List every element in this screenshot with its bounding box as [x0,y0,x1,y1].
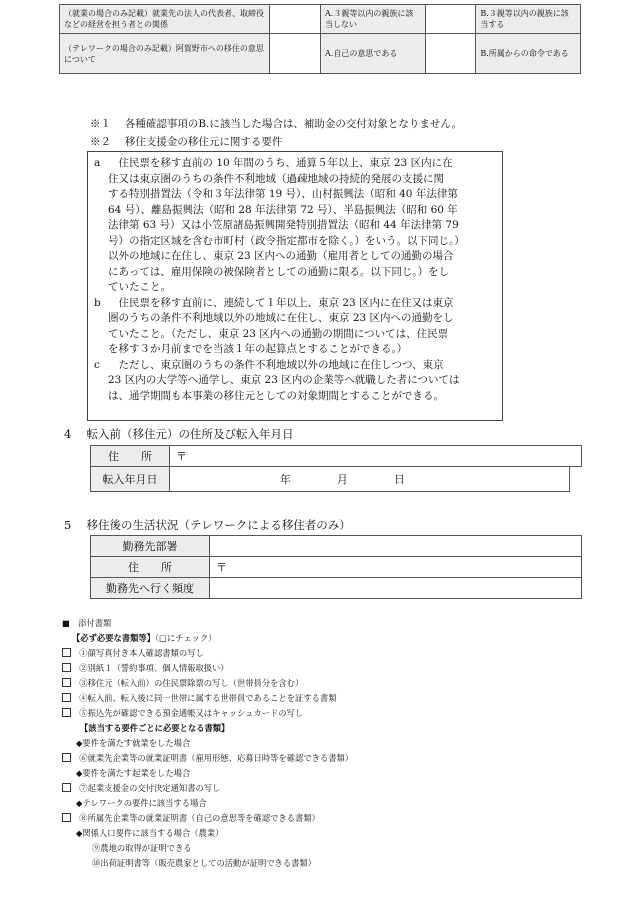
attachment-item-text: ②別紙１（誓約事項、個人情報取扱い） [71,663,229,673]
attachment-item-text: ④転入前、転入後に同一世帯に属する世帯員であることを証する書類 [71,693,337,703]
month-label: 月 [336,473,348,486]
requirement-item-c [94,358,496,374]
address-label: 住 所 [91,446,170,467]
post-move-table [90,535,582,599]
question-cell: （就業の場合のみ記載）就業先の法人の代表者、取締役などの経営を担う者との関係 [60,5,270,34]
attachment-item-text: ⑤振込先が確認できる預金通帳又はキャッシュカードの写し [71,708,304,718]
date-field[interactable] [169,467,569,492]
group-title [62,798,582,809]
attachment-item-text: ⑨農地の取得が証明できる [92,843,192,853]
requirement-line: を移す３か月前までを当該１年の起算点とすることができる。） [108,343,408,355]
requirements-box [87,151,503,421]
requirement-line: 23 区内の大学等へ通学し、東京 23 区内の企業等へ就職した者については [108,374,460,386]
requirement-line: 圏のうちの条件不利地域以外の地域に在住し、東京 23 区内への通勤をし [108,312,454,324]
attachment-item-text: ①顔写真付き本人確認書類の写し [71,648,204,658]
attachment-item-text: ⑩出荷証明書等（販売農家としての活動が証明できる書類） [92,858,317,868]
requirement-line: ていたこと。 [108,281,171,293]
requirement-line: 法律第 63 号）又は小笠原諸島振興開発特別措置法（昭和 44 年法律第 79 [108,219,459,231]
date-label: 転入年月日 [91,467,170,492]
attachment-item [62,843,582,854]
address-field[interactable] [169,446,581,467]
attachment-item [62,648,582,659]
checkbox[interactable] [62,813,71,822]
square-bullet-icon: ■ [62,618,70,628]
attachment-item [62,663,582,674]
requirement-text: 住民票を移す直前の 10 年間のうち、通算５年以上、東京 23 区内に在 [108,157,453,169]
requirement-label: b [94,296,101,309]
requirement-line: 以外の地域に在住し、東京 23 区内への通勤（雇用者としての通勤の場合 [108,250,454,262]
day-label: 日 [393,473,405,486]
requirement-line: 住又は東京圏のうちの条件不利地域（過疎地域の持続的発展の支援に関 [108,172,444,185]
option-a-cell: A.３親等以内の親族に該当しない [321,5,426,34]
note-1-mark: ※１ [90,118,111,130]
year-label: 年 [279,473,291,486]
frequency-label: 勤務先へ行く頻度 [91,578,210,599]
requirement-line: 号）の指定区域を含む市町村（政令指定都市を除く。）をいう。以下同じ。） [108,234,465,247]
attachment-item [62,753,582,764]
attachments-heading [62,618,582,629]
group-title [62,768,582,779]
attachment-item [62,858,582,869]
checkbox[interactable] [62,783,71,792]
question-cell: （テレワークの場合のみ記載）阿賀野市への移住の意思について [60,34,270,74]
previous-address-table [90,445,582,492]
attachment-item-text: ⑦起業支援金の交付決定通知書の写し [71,783,221,793]
group-title-text: ◆要件を満たす就業をした場合 [76,738,191,748]
required-heading-text: 【必ず必要な書類等】 [72,633,155,643]
postal-mark: 〒 [175,450,187,463]
requirement-line: 64 号）、離島振興法（昭和 28 年法律第 72 号）、半島振興法（昭和 60 年 [108,203,458,216]
frequency-field[interactable] [210,578,582,599]
section-title: 転入前（移住元）の住所及び転入年月日 [86,427,294,441]
note-1-text: 各種確認事項のB.に該当した場合は、補助金の交付対象となりません。 [124,118,463,130]
checkbox[interactable] [62,648,71,657]
table-row [60,34,581,74]
conditional-heading [62,723,582,734]
group-title-text: ◆テレワークの要件に該当する場合 [76,798,207,808]
option-b-cell: B.３親等以内の親族に該当する [476,5,581,34]
check-cell-b[interactable] [425,34,476,74]
requirement-line: にあっては、雇用保険の被保険者としての通勤に限る。以下同じ。）をし [108,265,450,278]
check-cell-b[interactable] [425,5,476,34]
group-title-text: ◆要件を満たす起業をした場合 [76,768,191,778]
requirement-line: する特別措置法（令和３年法律第 19 号）、山村振興法（昭和 40 年法律第 [108,188,458,200]
checkbox[interactable] [62,753,71,762]
postal-mark: 〒 [216,561,227,574]
requirement-item-b [94,296,496,312]
requirement-line: は、通学期間も本事業の移住元としての対象期間とすることができる。 [108,389,444,402]
requirement-label: c [94,358,100,371]
checkbox[interactable] [62,663,71,672]
option-a-cell: A.自己の意思である [321,34,426,74]
address-label: 住 所 [91,557,210,578]
heading-text: 添付書類 [69,618,112,628]
attachment-item [62,708,582,719]
required-heading [62,633,582,644]
section-5-heading [64,517,351,533]
section-number: 5 [64,518,72,532]
note-2-mark: ※２ [90,136,111,148]
attachment-item [62,678,582,689]
requirement-text: ただし、東京圏のうちの条件不利地域以外の地域に在住しつつ、東京 [108,358,444,371]
note-2 [90,135,282,149]
option-b-cell: B.所属からの命令である [476,34,581,74]
checkbox[interactable] [62,708,71,717]
section-title: 移住後の生活状況（テレワークによる移住者のみ） [86,518,351,532]
attachment-item [62,693,582,704]
group-title-text: ◆関係人口要件に該当する場合（農業） [76,828,224,838]
confirmation-table [59,4,581,74]
note-2-text: 移住支援金の移住元に関する要件 [124,136,283,148]
attachment-item-text: ③移住元（転入前）の住民票除票の写し（世帯員分を含む） [71,678,304,688]
conditional-heading-text: 【該当する要件ごとに必要となる書類】 [80,723,230,733]
attachment-item-text: ⑧所属先企業等の就業証明書（自己の意思等を確認できる書類） [71,813,320,823]
dept-field[interactable] [210,536,582,557]
required-note: （□にチェック） [154,633,217,643]
note-1 [90,117,462,131]
check-cell-a[interactable] [270,5,321,34]
check-cell-a[interactable] [270,34,321,74]
attachments-section [62,618,582,873]
checkbox[interactable] [62,693,71,702]
requirement-label: a [94,157,101,169]
requirement-item-a [94,156,496,172]
group-title [62,828,582,839]
attachment-item [62,813,582,824]
table-row [60,5,581,34]
attachment-item [62,783,582,794]
section-number: 4 [64,427,72,441]
section-4-heading [64,426,293,442]
attachment-item-text: ⑥就業先企業等の就業証明書（雇用形態、応募日時等を確認できる書類） [71,753,354,763]
checkbox[interactable] [62,678,71,687]
group-title [62,738,582,749]
dept-label: 勤務先部署 [91,536,210,557]
requirement-line: ていたこと。（ただし、東京 23 区内への通勤の期間については、住民票 [108,327,449,340]
address-field[interactable] [210,557,582,578]
requirement-text: 住民票を移す直前に、連続して１年以上、東京 23 区内に在住又は東京 [108,296,454,309]
